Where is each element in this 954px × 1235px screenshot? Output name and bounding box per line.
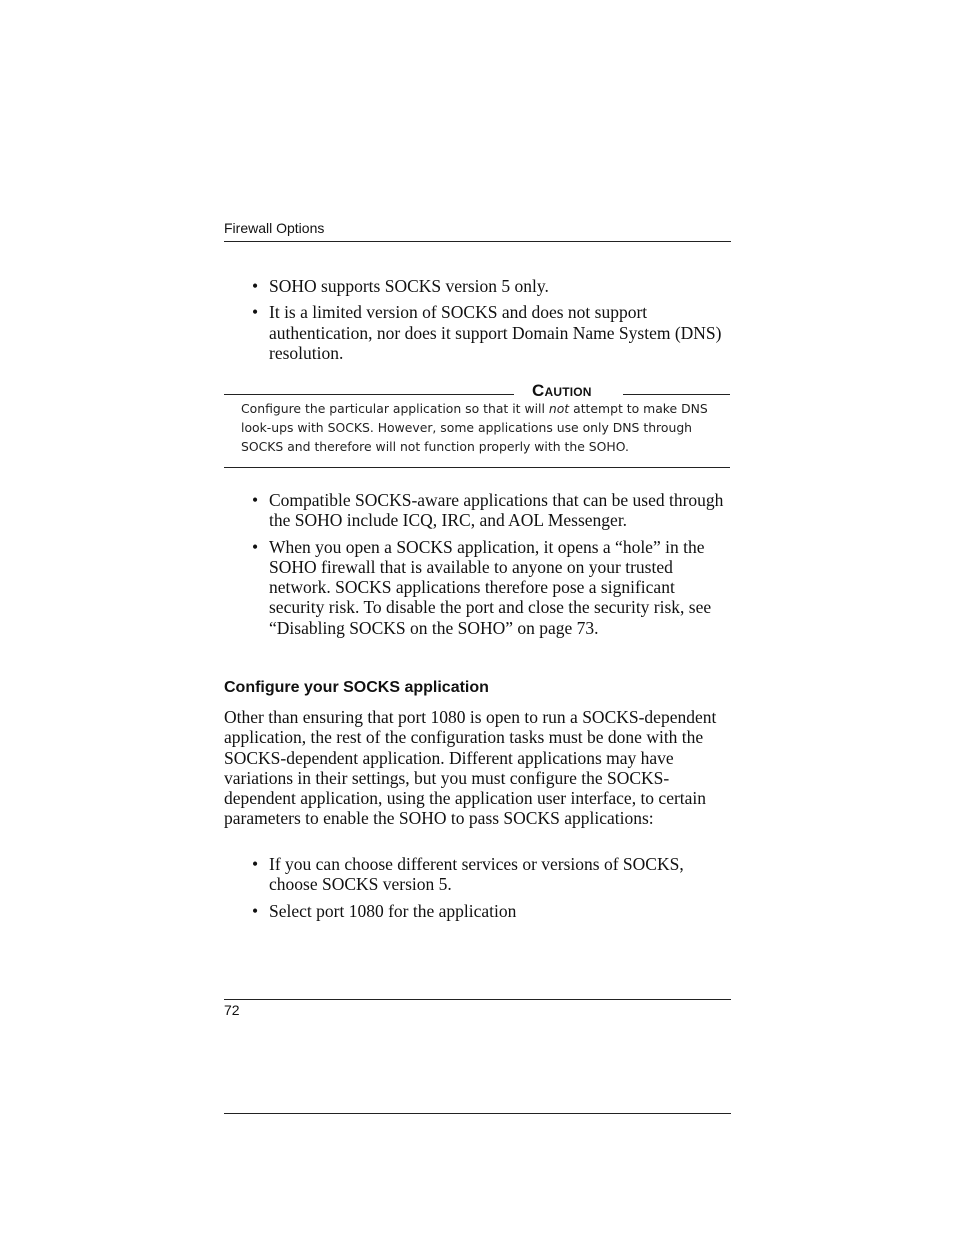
bullet-icon: • [252,490,259,510]
bullet-icon: • [252,302,259,323]
bullet-list-bottom [224,854,724,921]
section-paragraph: Other than ensuring that port 1080 is open to run a SOCKS-dependent application, the rest of the configuration tasks must be done with the SOCKS-dependent application. Different applications may have variations in their settings, but you must configure the SOCKS-dependent application, using the application user interface, to certain parameters to enable the SOHO to pass SOCKS applications: [224,707,717,829]
caution-title: Caution [532,381,592,400]
bullet-icon: • [252,276,259,296]
list-item-text: It is a limited version of SOCKS and does not support authentication, nor does it support Domain Name System (DNS) resolution. [269,302,722,363]
bullet-icon: • [252,536,259,557]
page-number: 72 [224,1002,240,1018]
caution-emphasis: not [548,401,570,416]
caution-text [241,399,721,457]
list-item-text: Compatible SOCKS-aware applications that can be used through the SOHO include ICQ, IRC, and AOL Messenger. [269,490,724,531]
section-heading: Configure your SOCKS application [224,679,489,696]
running-header-title: Firewall Options [224,220,325,236]
list-item-text: If you can choose different services or versions of SOCKS, choose SOCKS version 5. [269,854,684,895]
bullet-list-middle [224,490,724,638]
caution-text-start: Configure the particular application so that it will [241,401,549,416]
caution-rule-left [224,394,514,395]
caution-rule-right [623,394,730,395]
list-item-text: Select port 1080 for the application [269,900,517,921]
list-item [224,490,724,531]
list-item [224,854,724,895]
list-item-text: SOHO supports SOCKS version 5 only. [269,276,549,296]
footer-rule-bottom [224,1113,731,1114]
list-item [224,276,724,296]
bullet-icon: • [252,854,259,874]
bullet-list-top [224,276,724,363]
footer-rule-top [224,999,731,1000]
list-item [224,901,724,921]
caution-rule-bottom [224,467,730,468]
list-item [224,302,724,363]
caution-text-end: attempt to make DNS look-ups with SOCKS. However, some applications use only DNS through SOCKS and therefore will not function properly with the SOHO. [241,401,708,455]
list-item-text: When you open a SOCKS application, it opens a “hole” in the SOHO firewall that is available to anyone on your trusted network. SOCKS applications therefore pose a significant security risk. To disable the port and close the security risk, see “Disabling SOCKS on the SOHO” on page 73. [269,536,712,638]
bullet-icon: • [252,900,259,921]
list-item [224,537,724,638]
header-rule [224,241,731,242]
